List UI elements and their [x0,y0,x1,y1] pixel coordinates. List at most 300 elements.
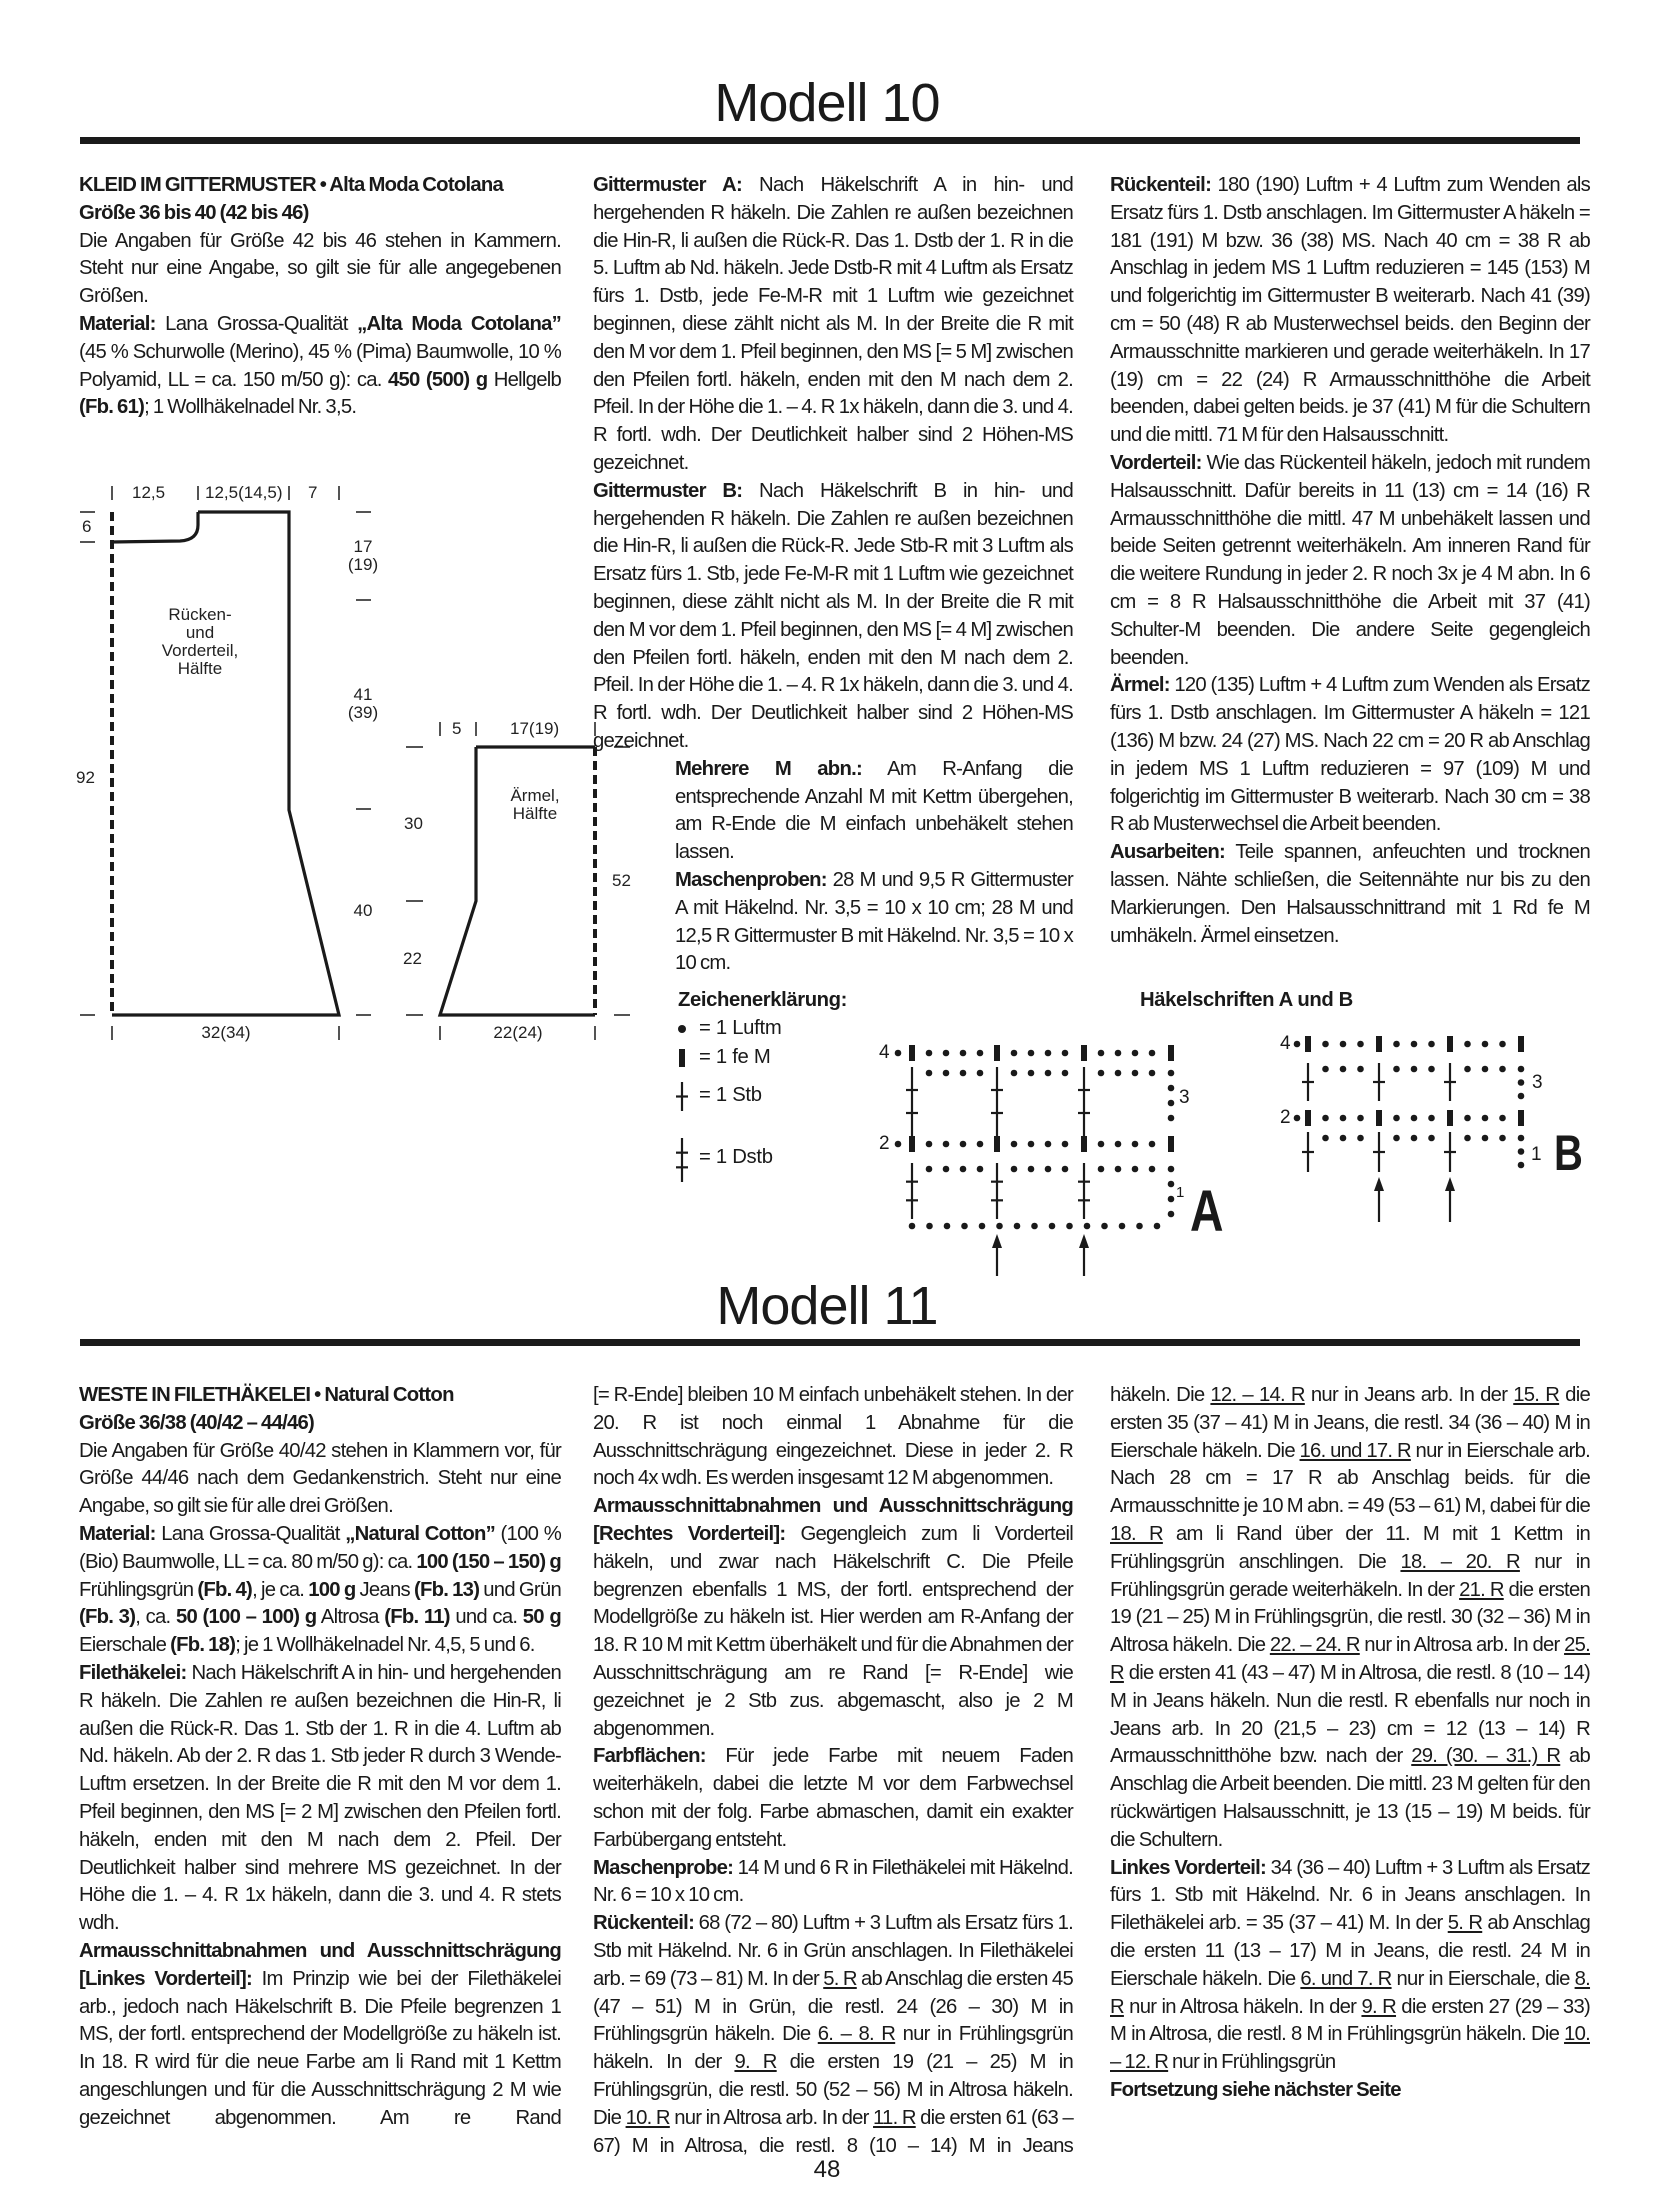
chain-stitch-dot [1168,1070,1175,1077]
paragraph [79,200,561,228]
chain-stitch-dot [1011,1050,1018,1057]
treble-crochet-symbol [906,1163,918,1219]
bold-text: „Natural Cotton” [345,1522,495,1545]
chain-stitch-dot [1028,1166,1035,1173]
bold-text: (Fb. 11) [384,1606,450,1629]
text: 14 M und 6 R in Filethäkelei mit Häkelnd. Nr. 6 = 10 x 10 cm. [593,1856,1073,1907]
modell10-column-2-patterns [593,172,1073,756]
legend-chain-stitch: = 1 Luftm [699,1017,782,1039]
text: 34 (36 – 40) Luftm + 3 Luftm als Ersatz fürs 1. Stb mit Häkelnd. Nr. 6 in Jeans anschlagen. In Filethäkelei arb. = 35 (37 – 41) M. In der [1110,1856,1590,1935]
paragraph [1110,672,1590,839]
text: und Grün [479,1578,561,1601]
bold-text: Ärmel: [1110,674,1170,697]
chain-stitch-dot [1149,1070,1156,1077]
bold-text: Rückenteil: [1110,174,1212,196]
modell11-column-3-text [1110,1382,1590,2077]
dim-label: 52 [612,871,631,890]
row-reference: 21. R [1459,1578,1504,1601]
chain-stitch-dot [1340,1041,1347,1048]
single-crochet-bar [1168,1136,1174,1152]
text: Hellgelb [487,368,562,391]
paragraph [79,172,561,200]
row-reference: 5. R [823,1967,857,1990]
chain-stitch-dot [960,1070,967,1077]
treble-crochet-symbol [991,1163,1003,1219]
text: Teile spannen, anfeuchten und trocknen lassen. Nähte schließen, die Seitennähte nur bis zu den Markierungen. Den Halsausschnittrand mit 1 Rd fe M umhäkeln. Ärmel einsetzen. [1110,841,1590,947]
paragraph [593,1493,1073,1743]
chain-stitch-dot [678,1025,686,1033]
paragraph [79,1410,561,1438]
double-crochet-symbol [1444,1132,1456,1172]
treble-crochet-symbol [1078,1163,1090,1219]
chain-stitch-dot [1393,1115,1400,1122]
row-reference: 5. R [1447,1912,1483,1935]
paragraph [1110,450,1590,672]
text: Im Prinzip wie bei der Filethäkelei arb., jedoch nach Häkelschrift B. Die Pfeile begrenzen 1 MS, der fortl. entsprechend der Modellgröße zu häkeln ist. In 18. R wird für die neue Farbe am li Rand mit 1 Kettm angeschlungen und für die Ausschnittschrägung 2 M wie gezeichnet abgenommen. Am re Rand [79,1967,561,2129]
paragraph [1110,839,1590,950]
bold-text: 100 g [308,1578,356,1601]
dim-label: 5 [452,719,462,738]
section-divider [80,137,1580,144]
row-reference: 6. und 7. R [1300,1967,1392,1990]
chain-stitch-dot [977,1141,984,1148]
bold-text: 450 (500) g [387,368,488,391]
chain-stitch-dot [1045,1070,1052,1077]
chain-stitch-dot [1115,1166,1122,1173]
single-crochet-bar [1447,1110,1453,1126]
chain-stitch-dot [1149,1166,1156,1173]
arrow-head [1079,1234,1089,1248]
paragraph [79,1438,561,1521]
text: Lana Grossa-Qualität [155,312,358,335]
piece-label: Hälfte [177,659,223,678]
row-number: 1 [1531,1144,1542,1165]
double-crochet-symbol [1373,1132,1385,1172]
modell10-column-2-notes [675,756,1073,978]
chain-stitch-dot [1322,1041,1329,1048]
chain-stitch-dot [1357,1041,1364,1048]
arrow-up-icon [992,1234,1002,1276]
single-crochet-bar [1305,1110,1311,1126]
chain-stitch-dot [1482,1135,1489,1142]
paragraph [675,756,1073,867]
chain-stitch-dot [1340,1066,1347,1073]
chain-stitch-dot [1482,1115,1489,1122]
row-number: 2 [1280,1107,1291,1128]
body-piece-label [145,606,255,678]
row-reference: 16. und 17. R [1299,1439,1411,1462]
text: Die Angaben für Größe 42 bis 46 stehen in Kammern. Steht nur eine Angabe, so gilt sie für alle angegebenen Größen. [79,229,561,308]
neckline [112,512,198,542]
side-label [343,686,383,722]
chain-stitch-dot [1357,1135,1364,1142]
chain-stitch-dot [1132,1050,1139,1057]
arrow-up-icon [1445,1177,1455,1222]
chain-stitch-dot [1132,1141,1139,1148]
double-crochet-symbol [1302,1132,1314,1172]
chain-stitch-dot [1464,1041,1471,1048]
text: die ersten 27 (29 – 33) M in Altrosa, die restl. 8 M in Frühlingsgrün häkeln. Die [1110,1995,1590,2046]
dim-label: 32(34) [201,1023,251,1042]
text: ab Anschlag die Arbeit beenden. Die mittl. 23 M gelten für den rückwärtigen Halsausschnitt, je 13 (15 – 19) M beids. für die Schultern. [1110,1745,1590,1851]
chain-stitch-dot [1149,1141,1156,1148]
chain-stitch-dot [1357,1066,1364,1073]
chain-stitch-dot [1518,1148,1525,1155]
chain-stitch-dot [977,1050,984,1057]
text: nur in Altrosa arb. In der [669,2106,874,2129]
paragraph [1110,1382,1590,1855]
chain-stitch-dot [943,1141,950,1148]
row-number: 1 [1176,1184,1185,1201]
double-crochet-symbol [1302,1063,1314,1101]
chain-stitch-dot [1049,1223,1056,1230]
chain-stitch-dot [1168,1085,1175,1092]
chain-stitch-dot [1499,1066,1506,1073]
chain-stitch-dot [1294,1041,1301,1048]
single-crochet-bar [1518,1036,1524,1052]
chain-stitch-dot [977,1070,984,1077]
chain-stitch-dot [1428,1135,1435,1142]
dim-label: 6 [82,517,92,536]
chain-stitch-dot [1149,1050,1156,1057]
paragraph [79,228,561,311]
text: 180 (190) Luftm + 4 Luftm zum Wenden als Ersatz fürs 1. Dstb anschlagen. Im Gittermuster A häkeln = 181 (191) M bzw. 36 (38) MS. Nach 40 cm = 38 R ab Anschlag in jedem MS 1 Luftm reduzieren = 145 (153) M und folgerichtig im Gittermuster B weiterarb. Nach 41 (39) cm = 50 (48) R ab Musterwechsel beids. den Beginn der Armausschnitte markieren und gerade weiterhäkeln. In 17 (19) cm = 22 (24) R Armausschnitthöhe die Arbeit beenden, dabei gelten beids. je 37 (41) M für die Schultern und die mittl. 71 M für den Halsausschnitt. [1110,174,1590,447]
chain-stitch-dot [1062,1050,1069,1057]
single-crochet-bar [994,1136,1000,1152]
chain-stitch-dot [1011,1070,1018,1077]
dim-label: 22 [403,949,422,968]
single-crochet-bar [1376,1110,1382,1126]
treble-crochet-symbol [906,1067,918,1136]
text: nur in Eierschale arb. Nach 28 cm = 17 R ab Anschlag beids. für die Armausschnitte je 10 M abn. = 49 (53 – 61) M, dabei für die [1110,1439,1591,1518]
chain-stitch-dot [895,1050,902,1057]
chart-b-letter: B [1554,1125,1583,1181]
bold-text: Material: [79,1522,156,1545]
bold-text: WESTE IN FILETHÄKELEI • Natural Cotton [79,1384,454,1406]
piece-label: Ärmel, [510,786,560,805]
paragraph [79,1382,561,1410]
paragraph [1110,172,1590,450]
bold-text: Ausarbeiten: [1110,841,1225,864]
modell11-column-2 [593,1382,1073,2160]
paragraph [593,1743,1073,1854]
chain-stitch-dot [1115,1141,1122,1148]
row-reference: 29. (30. – 31.) R [1411,1745,1561,1768]
treble-crochet-symbol [1078,1067,1090,1136]
double-crochet-symbol [1444,1063,1456,1101]
dim-label: 30 [404,814,423,833]
bold-text: „Alta Moda Cotolana” [357,312,562,335]
dim-label: 12,5(14,5) [205,483,283,502]
chain-stitch-dot [961,1223,968,1230]
chain-stitch-dot [1062,1070,1069,1077]
text: ; je 1 Wollhäkelnadel Nr. 4,5, 5 und 6. [235,1634,535,1657]
page-number: 48 [813,2156,841,2183]
paragraph [79,1938,561,2133]
chain-stitch-dot [1168,1181,1175,1188]
row-reference: 8. R [1110,1967,1591,2018]
chain-stitch-dot [1168,1166,1175,1173]
bold-text: (Fb. 4) [197,1578,253,1601]
dim-label: (39) [347,703,379,722]
legend-double-crochet: = 1 Stb [699,1084,762,1106]
chain-stitch-dot [1393,1066,1400,1073]
chain-stitch-dot [960,1050,967,1057]
single-crochet-bar [994,1045,1000,1061]
bold-text: (Fb. 18) [170,1634,236,1657]
chain-stitch-dot [1518,1162,1525,1169]
text: die ersten 19 (21 – 25) M in Frühlingsgrün, die restl. 50 (52 – 56) M in Altrosa häkeln. Die [593,2051,1073,2129]
chain-stitch-dot [926,1223,933,1230]
chain-stitch-dot [1028,1141,1035,1148]
paragraph [593,1382,1073,1493]
chain-stitch-dot [1115,1070,1122,1077]
row-reference: 22. – 24. R [1269,1634,1360,1657]
chain-stitch-dot [1464,1135,1471,1142]
bold-text: KLEID IM GITTERMUSTER • Alta Moda Cotolana [79,174,504,196]
row-reference: 9. R [1361,1995,1397,2018]
bold-text: Material: [79,312,156,335]
row-reference: 10. – 12. R [1110,2023,1590,2074]
chain-stitch-dot [1168,1100,1175,1107]
dim-label: 92 [76,768,95,787]
chain-stitch-dot [1028,1070,1035,1077]
row-reference: 11. R [873,2106,916,2129]
dim-label: 22(24) [493,1023,543,1042]
text: nur in Eierschale, die [1391,1967,1575,1990]
text: nur in Frühlingsgrün gerade weiterhäkeln. In der [1110,1550,1591,1601]
row-number: 3 [1179,1087,1190,1108]
dim-label: 17(19) [510,719,560,738]
chain-stitch-dot [1115,1050,1122,1057]
paragraph [593,1910,1073,2160]
text: die ersten 19 (21 – 25) M in Frühlingsgrün, die restl. 30 (32 – 36) M in Altrosa häkeln. Die [1110,1578,1590,1657]
paragraph [675,867,1073,978]
modell11-column-1 [79,1382,561,2133]
text: ; 1 Wollhäkelnadel Nr. 3,5. [144,396,357,419]
paragraph [79,1521,561,1660]
row-reference: 9. R [734,2051,777,2074]
crochet-chart-b [1294,1036,1525,1222]
text: 28 M und 9,5 R Gittermuster A mit Häkelnd. Nr. 3,5 = 10 x 10 cm; 28 M und 12,5 R Gittermuster B mit Häkelnd. Nr. 3,5 = 10 x 10 cm. [675,868,1073,975]
section-title-modell-11: Modell 11 [716,1276,938,1336]
chain-stitch-dot [1393,1135,1400,1142]
modell10-column-3 [1110,172,1590,950]
section-title-modell-10: Modell 10 [714,73,940,133]
modell10-column-1 [79,172,561,422]
bold-text: Gittermuster A: [593,174,742,196]
sleeve-piece-label [490,787,580,823]
paragraph [593,172,1073,478]
dim-label: (19) [347,555,379,574]
row-number: 4 [1280,1033,1291,1054]
chain-stitch-dot [1428,1115,1435,1122]
chain-stitch-dot [1011,1141,1018,1148]
text: am li Rand über der 11. M mit 1 Kettm in Frühlingsgrün anschlingen. Die [1110,1522,1590,1573]
text: nur in Jeans arb. In der [1304,1384,1514,1406]
chain-stitch-dot [1464,1115,1471,1122]
text: , ca. [135,1606,176,1629]
single-crochet-bar [909,1045,915,1061]
text: Eierschale [79,1634,171,1657]
text: 120 (135) Luftm + 4 Luftm zum Wenden als Ersatz fürs 1. Dstb anschlagen. Im Gittermuster A häkeln = 121 (136) M bzw. 24 (27) MS. Nach 22 cm = 20 R ab Anschlag in jedem MS 1 Luftm reduzieren = 97 (109) M und folgerichtig im Gittermuster B weiterarb. Nach 30 cm = 38 R ab Musterwechsel die Arbeit beenden. [1110,674,1590,836]
chain-stitch-dot [1411,1041,1418,1048]
chain-stitch-dot [1357,1115,1364,1122]
text: nur in Frühlingsgrün häkeln. In der [593,2023,1073,2074]
chain-stitch-dot [1154,1223,1161,1230]
text: Frühlingsgrün [79,1578,198,1601]
chain-stitch-dot [1499,1041,1506,1048]
chain-stitch-dot [1428,1041,1435,1048]
bold-text: 100 (150 – 150) g [416,1550,561,1573]
arrow-head [1445,1177,1455,1191]
piece-label: Vorderteil, [161,641,239,660]
chain-stitch-dot [1098,1050,1105,1057]
chain-stitch-dot [926,1166,933,1173]
chain-stitch-dot [1062,1166,1069,1173]
chain-stitch-dot [979,1223,986,1230]
paragraph [79,1660,561,1938]
chain-stitch-dot [1066,1223,1073,1230]
text: Altrosa [316,1606,385,1629]
single-crochet-bar [1081,1136,1087,1152]
row-reference: 25. R [1110,1634,1591,1684]
paragraph [1110,1855,1590,2077]
bold-text: 50 (100 – 100) g [175,1606,317,1629]
dim-label: 7 [308,483,318,502]
chain-stitch-dot [909,1223,916,1230]
chain-stitch-dot [1028,1050,1035,1057]
single-crochet-bar [1518,1110,1524,1126]
bold-text: Mehrere M abn.: [675,757,862,780]
text: Wie das Rückenteil häkeln, jedoch mit rundem Halsausschnitt. Dafür bereits in 11 (13) cm = 14 (16) R Armausschnitthöhe die mittl. 47 M unbehäkelt lassen und beide Seiten getrennt weiterhäkeln. Am inneren Rand für die weitere Rundung in jeder 2. R noch 3x je 4 M abn. In 6 cm = 8 R Halsausschnitthöhe die Arbeit mit 37 (41) Schulter-M beenden. Die andere Seite gegengleich beenden. [1110,451,1590,669]
bold-text: Maschenprobe: [593,1856,734,1879]
chain-stitch-dot [1464,1066,1471,1073]
text: (100 % (Bio) Baumwolle, LL = ca. 80 m/50 g): ca. [79,1522,561,1573]
row-reference: 18. – 20. R [1400,1550,1520,1573]
dim-label: 41 [353,685,373,704]
bold-text: (Fb. 3) [79,1606,136,1629]
row-reference: 18. R [1110,1522,1163,1545]
chain-stitch-dot [1499,1135,1506,1142]
text: Lana Grossa-Qualität [155,1522,346,1545]
chain-stitch-dot [1482,1066,1489,1073]
chain-stitch-dot [1045,1141,1052,1148]
text: die ersten 61 (63 – 67) M in Altrosa, die restl. 8 (10 – 14) M in Jeans [593,2106,1073,2157]
chain-stitch-dot [943,1070,950,1077]
text: Die Angaben für Größe 40/42 stehen in Klammern vor, für Größe 44/46 nach dem Gedankenstrich. Steht nur eine Angabe, so gilt sie für alle drei Größen. [79,1439,561,1518]
text: ab Anschlag die ersten 45 (47 – 51) M in Grün, die restl. 24 (26 – 30) M in Frühlingsgrün häkeln. Die [593,1967,1073,2046]
text: , je ca. [252,1578,309,1601]
chain-stitch-dot [1168,1196,1175,1203]
chain-stitch-dot [1062,1141,1069,1148]
piece-label: Rücken- [168,605,232,624]
charts-title: Häkelschriften A und B [1140,989,1353,1011]
chain-stitch-dot [1322,1135,1329,1142]
chain-stitch-dot [1322,1066,1329,1073]
chain-stitch-dot [943,1166,950,1173]
text: Für jede Farbe mit neuem Faden weiterhäkeln, dabei die letzte M vor dem Farbwechsel schon mit der folg. Farbe abmaschen, damit ein exakter Farbübergang entsteht. [593,1745,1073,1851]
chain-stitch-dot [1136,1223,1143,1230]
row-reference: 6. – 8. R [817,2023,896,2046]
body-outline [112,512,339,1015]
text: Nach Häkelschrift A in hin- und hergehenden R häkeln. Die Zahlen re außen bezeichnen die Hin-R, li außen die Rück-R. Das 1. Dstb der 1. R in die 5. Luftm ab Nd. häkeln. Jede Dstb-R mit 4 Luftm als Ersatz fürs 1. Dstb, jede Fe-M-R mit 1 Luftm wie gezeichnet beginnen, diese zählt nicht als M. In der Breite die R mit den M vor dem 1. Pfeil beginnen, den MS [= 5 M] zwischen den Pfeilen fortl. häkeln, enden mit den M nach dem 2. Pfeil. In der Höhe die 1. – 4. R 1x häkeln, dann die 3. und 4. R fortl. wdh. Der Deutlichkeit halber sind 2 Höhen-MS gezeichnet. [593,174,1073,474]
legend-symbols [676,1025,688,1182]
legend-treble-crochet: = 1 Dstb [699,1146,773,1168]
chain-stitch-dot [895,1141,902,1148]
chain-stitch-dot [1101,1223,1108,1230]
chain-stitch-dot [960,1166,967,1173]
bold-text: Vorderteil: [1110,451,1202,474]
bold-text: Maschenproben: [675,868,827,891]
text: und ca. [449,1606,523,1629]
arrow-up-icon [1374,1177,1384,1222]
modell11-column-3 [1110,1382,1590,2105]
row-number: 3 [1532,1072,1543,1093]
single-crochet-bar [1447,1036,1453,1052]
row-reference: 12. – 14. R [1210,1384,1305,1406]
chain-stitch-dot [977,1166,984,1173]
armhole-label [343,538,383,574]
bold-text: Größe 36/38 (40/42 – 44/46) [79,1411,315,1434]
bold-text: Linkes Vorderteil: [1110,1856,1267,1879]
chain-stitch-dot [1294,1115,1301,1122]
text: Nach Häkelschrift A in hin- und hergehenden R häkeln. Die Zahlen re außen bezeichnen die Hin-R, li außen die Rück-R. Das 1. Stb der 1. R in die 4. Luftm ab Nd. häkeln. Ab der 2. R das 1. Stb jeder R durch 3 Wende-Luftm ersetzen. In der Breite die R mit den M vor dem 1. Pfeil beginnen, den MS [= 2 M] zwischen den Pfeilen fortl. häkeln, enden mit den M nach dem 2. Pfeil. Der Deutlichkeit halber sind mehrere MS gezeichnet. In der Höhe die 1. – 4. R 1x häkeln, dann die 3. und 4. R stets wdh. [79,1661,561,1935]
bold-text: (Fb. 61) [79,396,145,419]
chain-stitch-dot [1132,1070,1139,1077]
chain-stitch-dot [1518,1135,1525,1142]
bold-text: Armausschnittabnahmen und Ausschnittschrägung [Rechtes Vorderteil]: [593,1495,1073,1545]
chain-stitch-dot [1499,1115,1506,1122]
chain-stitch-dot [1132,1166,1139,1173]
piece-label: und [185,623,215,642]
chain-stitch-dot [1098,1166,1105,1173]
text: häkeln. Die [1110,1384,1211,1406]
single-crochet-bar [679,1049,685,1067]
chain-stitch-dot [1168,1115,1175,1122]
arrow-up-icon [1079,1234,1089,1276]
chain-stitch-dot [926,1050,933,1057]
chain-stitch-dot [1119,1223,1126,1230]
paragraph [79,311,561,422]
row-number: 2 [879,1133,890,1154]
chain-stitch-dot [1014,1223,1021,1230]
text: Jeans [355,1578,414,1601]
continued-note: Fortsetzung siehe nächster Seite [1110,2078,1401,2101]
single-crochet-bar [1305,1036,1311,1052]
treble-crochet-symbol [676,1138,688,1182]
bold-text: Gittermuster B: [593,479,743,502]
text: Gegengleich zum li Vorderteil häkeln, und zwar nach Häkelschrift C. Die Pfeile begrenzen ebenfalls 1 MS, der fortl. entsprechend der Modellgröße zu häkeln ist. Hier werden am R-Anfang der 18. R 10 M mit Kettm überhäkelt und für die Abnahmen der Ausschnittschrägung am re Rand [= R-Ende] wie gezeichnet je 2 Stb zus. abgemascht, also je 2 M abgenommen. [593,1522,1073,1740]
text: nur in Frühlingsgrün [1168,2051,1336,2074]
text: [= R-Ende] bleiben 10 M einfach unbehäkelt stehen. In der 20. R ist noch einmal 1 Abnahme für die Ausschnittschrägung eingezeichnet. Diese in jeder 2. R noch 4x wdh. Es werden insgesamt 12 M abgenommen. [593,1384,1073,1490]
chain-stitch-dot [1031,1223,1038,1230]
dim-label: 40 [353,901,373,920]
single-crochet-bar [1168,1045,1174,1061]
text: nur in Altrosa arb. In der [1359,1634,1565,1657]
bold-text: 50 g [522,1606,561,1629]
chain-stitch-dot [1084,1223,1091,1230]
chart-a-letter: A [1190,1179,1224,1244]
chain-stitch-dot [1340,1115,1347,1122]
text: Nach Häkelschrift B in hin- und hergehenden R häkeln. Die Zahlen re außen bezeichnen die Hin-R, li außen die Rück-R. Jede Stb-R mit 3 Luftm als Ersatz fürs 1. Stb, jede Fe-M-R mit 1 Luftm wie gezeichnet beginnen, diese zählt nicht als M. In der Breite die R mit den M vor dem 1. Pfeil beginnen, den MS [= 4 M] zwischen den Pfeilen fortl. häkeln, enden mit den M nach dem 2. Pfeil. In der Höhe die 1. – 4. R 1x häkeln, dann die 3. und 4. R fortl. wdh. Der Deutlichkeit halber sind 2 Höhen-MS gezeichnet. [593,479,1073,752]
double-crochet-symbol [676,1082,688,1111]
paragraph [593,1855,1073,1911]
chain-stitch-dot [1045,1166,1052,1173]
chain-stitch-dot [960,1141,967,1148]
chain-stitch-dot [926,1141,933,1148]
chain-stitch-dot [1411,1135,1418,1142]
